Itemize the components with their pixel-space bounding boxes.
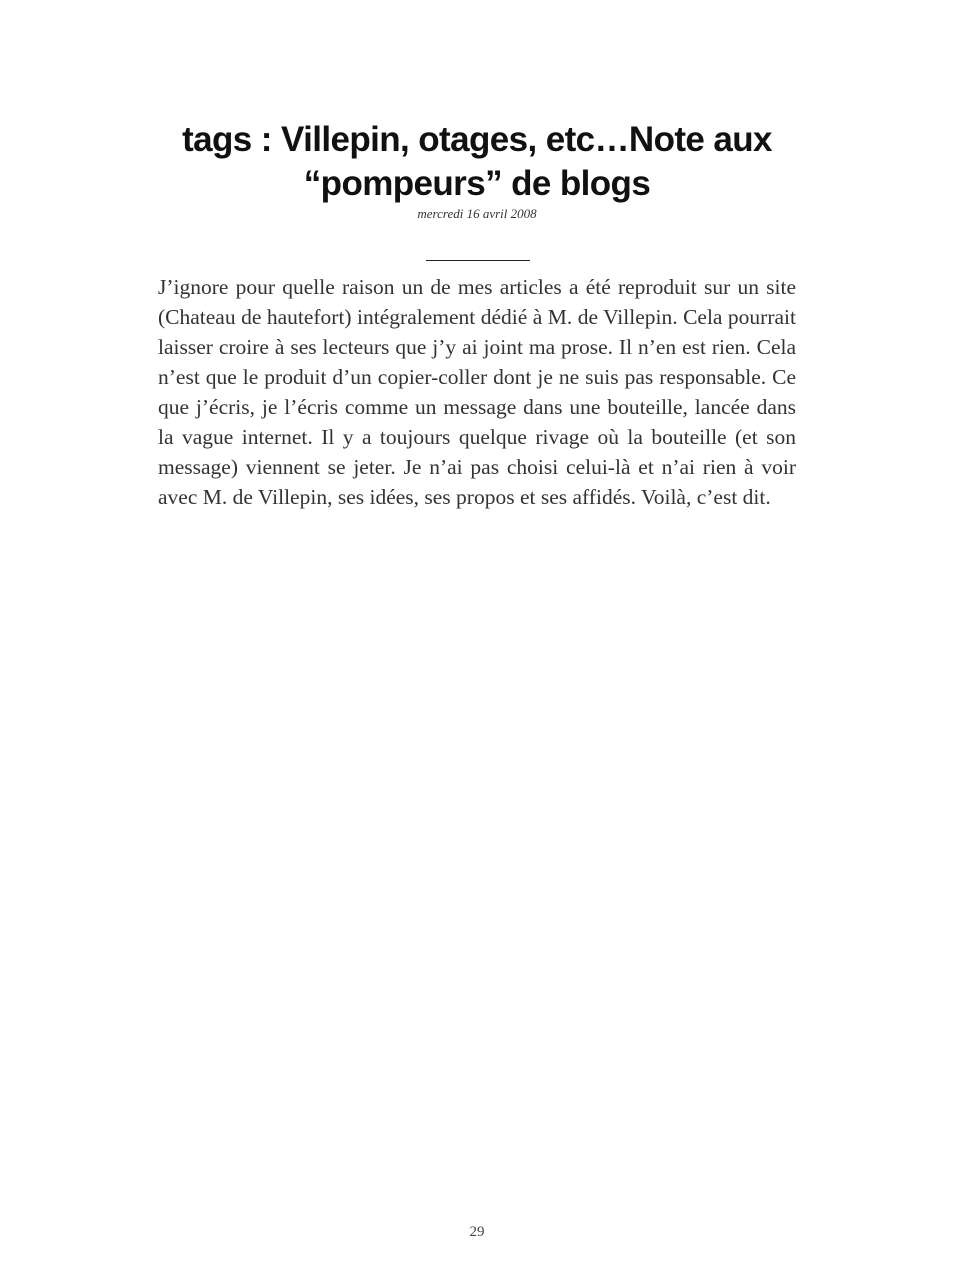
article-body: J’ignore pour quelle raison un de mes articles a été reproduit sur un site (Chateau de hautefort) intégralement dédié à M. de Villepin. Cela pourrait laisser croire à ses lecteurs que j’y ai joint ma prose. Il n’en est rien. Cela n’est que le produit d’un copier-coller dont je ne suis pas responsable. Ce que j’écris, je l’écris comme un message dans une bouteille, lancée dans la vague internet. Il y a toujours quelque rivage où la bouteille (et son message) viennent se jeter. Je n’ai pas choisi celui-là et n’ai rien à voir avec M. de Villepin, ses idées, ses propos et ses affidés. Voilà, c’est dit. [158, 275, 796, 509]
page-number: 29 [469, 1224, 485, 1240]
title-separator [426, 260, 530, 261]
article-date: mercredi 16 avril 2008 [417, 206, 537, 221]
page-title: tags : Villepin, otages, etc…Note aux “pompeurs” de blogs [182, 120, 772, 203]
